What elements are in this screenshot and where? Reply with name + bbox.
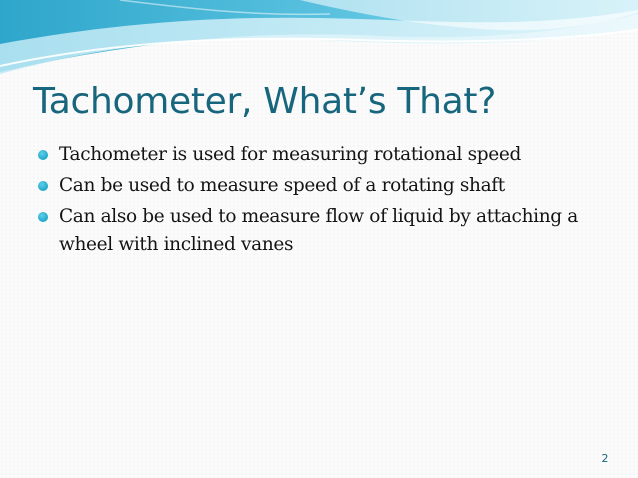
bullet-item — [38, 203, 598, 259]
slide-title: Tachometer, What’s That? — [33, 81, 497, 122]
header-wave-decoration — [0, 0, 638, 80]
bullet-item — [38, 141, 598, 169]
bullet-item — [38, 172, 598, 200]
bullet-text: Tachometer is used for measuring rotational speed — [59, 144, 521, 165]
bullet-dot-icon — [38, 181, 48, 191]
bullet-dot-icon — [38, 212, 48, 222]
bullet-dot-icon — [38, 150, 48, 160]
bullet-list — [38, 141, 598, 262]
bullet-text: Can also be used to measure flow of liquid by attaching a wheel with inclined vanes — [59, 206, 578, 255]
bullet-text: Can be used to measure speed of a rotating shaft — [59, 175, 505, 196]
page-number: 2 — [601, 452, 609, 465]
